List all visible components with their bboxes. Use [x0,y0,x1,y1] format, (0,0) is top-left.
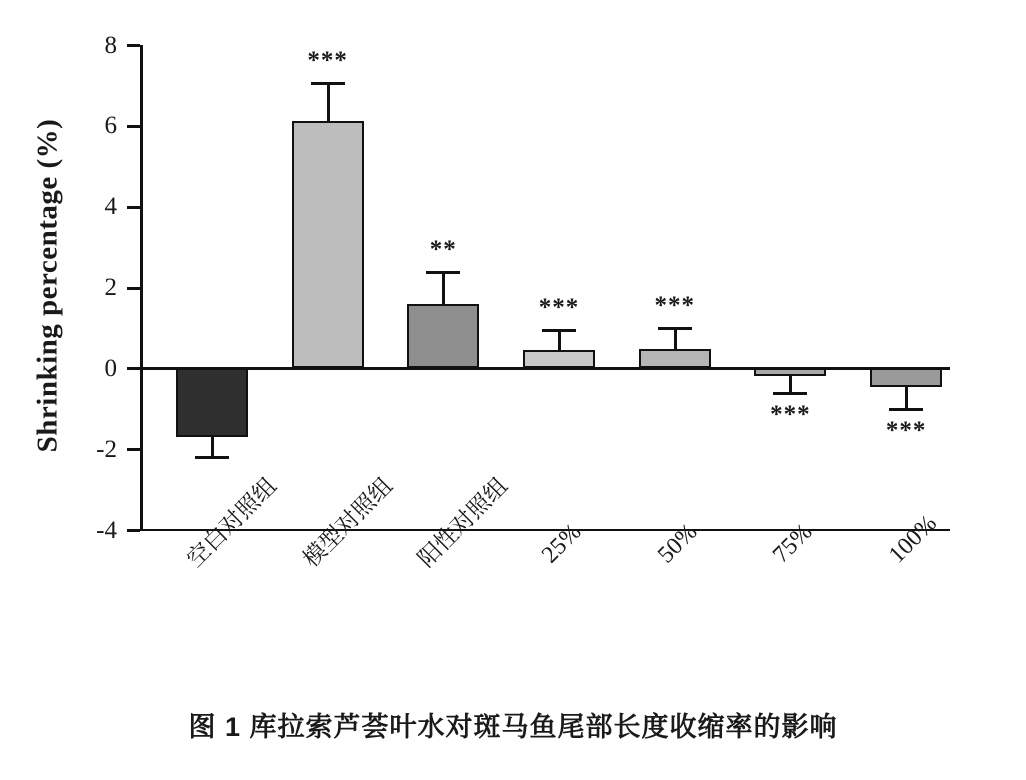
bar[interactable] [754,368,826,376]
error-bar-line [905,387,908,409]
y-tick [104,274,140,301]
category-label: 阳性对照组 [412,472,513,572]
error-bar-line [789,376,792,392]
y-axis-title-text: Shrinking percentage (%) [31,118,64,452]
error-bar-line [674,328,677,349]
error-bar-cap [426,271,460,274]
category-label: 100% [884,510,943,569]
bar[interactable] [639,349,711,368]
bar-slot [754,45,826,530]
y-tick-label: 0 [104,354,117,382]
y-axis-line [140,45,143,530]
bar[interactable] [407,304,479,369]
bar-slot [639,45,711,530]
error-bar-cap [773,392,807,395]
y-tick [104,354,140,382]
error-bar-cap [658,327,692,330]
category-label: 50% [652,518,703,569]
y-tick-label: 4 [104,193,117,221]
y-tick-label: 8 [104,31,117,59]
y-tick [104,112,140,140]
bar[interactable] [292,121,364,368]
error-bar-cap [195,456,229,459]
y-tick [104,193,140,221]
error-bar-line [558,330,561,350]
category-label: 模型对照组 [297,472,397,572]
error-bar-cap [311,82,345,85]
y-tick-label: -2 [96,435,117,463]
bar-slot [407,45,479,530]
error-bar-cap [542,329,576,332]
y-tick-label: 6 [104,112,117,140]
bar-slot [292,45,364,530]
y-tick-label: -4 [96,516,117,544]
y-tick [104,31,140,59]
significance-annotation: *** [770,400,811,428]
category-label: 25% [537,518,587,569]
bar[interactable] [523,350,595,368]
bar-slot [870,45,942,530]
y-tick-label: 2 [104,274,117,301]
error-bar-line [442,272,445,304]
category-label: 空白对照组 [181,472,282,572]
bar-slot [523,45,595,530]
y-tick [96,516,140,544]
bar[interactable] [176,368,248,437]
error-bar-cap [889,408,923,411]
error-bar-line [327,83,330,121]
significance-annotation: ** [429,236,457,264]
significance-annotation: *** [885,416,927,444]
significance-annotation: *** [654,291,695,319]
significance-annotation: *** [307,46,348,74]
significance-annotation: *** [538,293,580,321]
y-axis-title [18,50,78,520]
category-label: 75% [768,518,818,569]
bar-slot [176,45,248,530]
error-bar-line [211,437,214,457]
y-tick [96,435,140,463]
bar[interactable] [870,368,942,386]
figure-caption: 图 1 库拉索芦荟叶水对斑马鱼尾部长度收缩率的影响 [188,712,838,742]
